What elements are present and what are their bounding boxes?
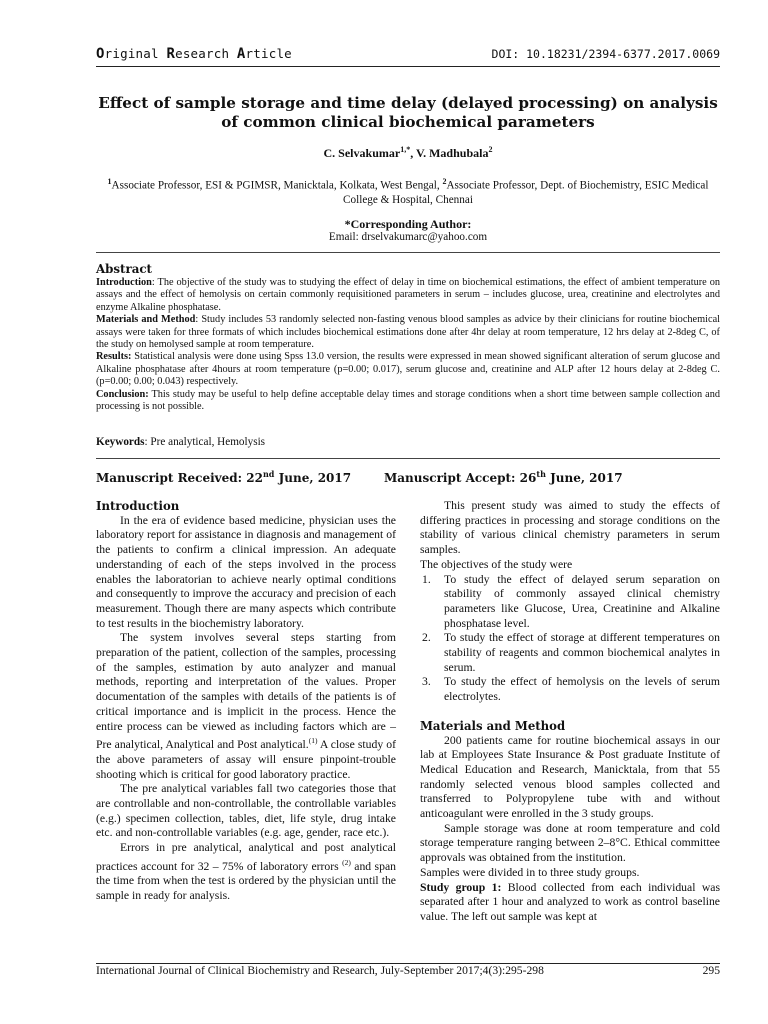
- abstract-results: [96, 351, 720, 388]
- affiliations: [96, 175, 720, 207]
- keywords: [96, 436, 265, 448]
- section-cap-3: A: [236, 46, 246, 62]
- affil-sup-2: 2: [442, 177, 447, 186]
- objectives-intro: The objectives of the study were: [420, 557, 573, 571]
- objective-text: To study the effect of storage at different temperatures on stability of reagents and common biochemical analytes in serum.: [444, 631, 720, 674]
- objectives-list: [420, 573, 720, 705]
- intro-paragraph-1: In the era of evidence based medicine, physician uses the laboratory report for assistance in diagnosis and management of the patients to confirm a clinical impression. An adequate understanding of each of the steps involved in the process enables the laboratorian to achieve nearly optimal conditions and consequently to improve the accuracy and precision of each measurement. Though there are many aspects which contribute to test results in the biochemistry laboratory.: [96, 513, 396, 630]
- abstract-methods: [96, 314, 720, 351]
- section-cap-2: R: [166, 46, 176, 62]
- abstract-results-text: Statistical analysis were done using Spss 13.0 version, the results were expressed in mean showed significant alteration of serum glucose and Alkaline phosphatase after 4hours at room temperature (p=0.00; 0.017), serum glucose and, creatinine and ALP after 12 hours delay at 2-8deg C. (p=0.00; 0.00; 0.043) respectively.: [96, 351, 720, 388]
- objective-num: 3.: [422, 675, 431, 689]
- objective-text: To study the effect of delayed serum separation on stability of commonly assayed clinical chemistry parameters like Glucose, Urea, Creatinine and Alkaline phosphatase level.: [444, 572, 720, 630]
- accept-sup: th: [536, 469, 546, 479]
- objective-item: [420, 573, 720, 632]
- affil-2: Associate Professor, Dept. of Biochemistry, ESIC Medical College & Hospital, Chennai: [343, 179, 709, 206]
- received-label: Manuscript Received: 22: [96, 471, 263, 485]
- objective-num: 1.: [422, 572, 431, 586]
- abstract-methods-label: Materials and Method: [96, 314, 196, 326]
- corresponding-author-label: *Corresponding Author:: [344, 217, 472, 231]
- intro-paragraph-4: [96, 841, 396, 904]
- study-group-1-label: Study group 1:: [420, 880, 502, 894]
- abstract-intro: [96, 277, 720, 314]
- abstract-divider: [96, 252, 720, 253]
- page-footer: [96, 963, 720, 977]
- received-sup: nd: [262, 469, 275, 479]
- footer-journal: International Journal of Clinical Biochemistry and Research, July-September 2017;4(3):295-298: [96, 964, 544, 977]
- keywords-divider: [96, 458, 720, 459]
- intro-p4-a: Errors in pre analytical, analytical and post analytical practices account for 32 – 75% of laboratory errors: [96, 841, 396, 873]
- abstract-intro-label: Introduction: [96, 277, 152, 288]
- header-divider: [96, 66, 720, 67]
- methods-paragraph-1: 200 patients came for routine biochemical assays in our lab at Employees State Insurance & Post graduate Institute of Medical Education and Research, Manicktala, from that 55 randomly selected venous blood samples collected and transferred to Polypropylene tube with and without anticoagulant were enrolled in the 3 study groups.: [420, 733, 720, 821]
- received-rest: June, 2017: [274, 471, 352, 485]
- abstract-results-label: Results:: [96, 351, 132, 363]
- abstract-conclusion: [96, 389, 720, 414]
- accept-label: Manuscript Accept: 26: [384, 471, 537, 485]
- section-rest-3: rticle: [245, 46, 292, 61]
- spacer: [420, 705, 720, 719]
- authors: [96, 145, 720, 161]
- section-rest-2: esearch: [175, 46, 237, 61]
- right-column: [420, 499, 720, 925]
- abstract-body: [96, 277, 720, 413]
- study-group-1: [420, 881, 720, 925]
- study-group-1-text: Blood collected from each individual was separated after 1 hour and analyzed to work as control baseline value. The left out sample was kept at: [420, 880, 721, 923]
- page-number: 295: [702, 964, 720, 977]
- section-cap-1: O: [96, 46, 105, 62]
- intro-paragraph-2: [96, 631, 396, 782]
- author-1-sup: 1,*: [400, 145, 411, 154]
- methods-heading: Materials and Method: [420, 718, 566, 733]
- affil-sup-1: 1: [107, 177, 112, 186]
- keywords-label: Keywords: [96, 436, 145, 448]
- intro-p4-b: and span the time from when the test is ordered by the physician until the sample in ready for analysis.: [96, 859, 396, 903]
- left-column: [96, 499, 396, 904]
- objective-num: 2.: [422, 631, 431, 645]
- author-1: C. Selvakumar: [323, 146, 401, 160]
- manuscript-accept: [384, 469, 623, 485]
- abstract-conclusion-text: This study may be useful to help define acceptable delay times and storage conditions when a short time between sample collection and processing is not possible.: [96, 388, 720, 413]
- paper-title: Effect of sample storage and time delay (delayed processing) on analysis of common clinical biochemical parameters: [98, 94, 718, 131]
- methods-paragraph-2: Sample storage was done at room temperature and cold storage temperature ranging between 2–8°C. Ethical committee approvals was obtained from the institution.: [420, 821, 720, 865]
- abstract-intro-text: : The objective of the study was to studying the effect of delay in time on biochemical estimations, the effect of ambient temperature on assays and the effect of hemolysis on certain commonly requisitioned parameters in serum – includes glucose, urea, creatinine and electrolytes and enzyme Alkaline phosphatase.: [96, 277, 720, 313]
- running-header: [96, 44, 720, 64]
- author-2: V. Madhubala: [415, 146, 489, 160]
- introduction-heading: Introduction: [96, 499, 180, 513]
- objective-text: To study the effect of hemolysis on the levels of serum electrolytes.: [444, 675, 720, 704]
- objective-item: [420, 631, 720, 675]
- intro-paragraph-3: The pre analytical variables fall two categories those that are controllable and non-controllable, the controllable variables (e.g.) specimen collection, tables, diet, life style, drug intake etc. and non-controllable variables (e.g. age, gender, race etc.).: [96, 782, 396, 840]
- author-separator: ,: [410, 146, 416, 160]
- citation-1[interactable]: (1): [308, 736, 318, 746]
- abstract-conclusion-label: Conclusion:: [96, 388, 149, 400]
- section-rest-1: riginal: [104, 46, 167, 61]
- abstract-heading: Abstract: [96, 262, 152, 276]
- intro-p2-b: A close study of the above parameters of assay will ensure pinpoint-trouble shooting which is critical for good laboratory practice.: [96, 738, 397, 781]
- keywords-text: : Pre analytical, Hemolysis: [144, 436, 266, 448]
- manuscript-received: [96, 469, 351, 485]
- author-2-sup: 2: [488, 145, 493, 154]
- intro-p2-a: The system involves several steps starting from preparation of the patient, collection of the samples, processing of the samples, estimation by auto analyzer and manual methods, reporting and interpretation of the values. Proper documentation of the samples with details of the patients is of critical importance and is implicit in the process. Hence the entire process can be viewed as including factors which are – Pre analytical, Analytical and Post analytical.: [96, 631, 396, 752]
- corresponding-email[interactable]: Email: drselvakumarc@yahoo.com: [328, 231, 488, 243]
- affil-1: Associate Professor, ESI & PGIMSR, Manicktala, Kolkata, West Bengal,: [111, 179, 443, 192]
- accept-rest: June, 2017: [545, 471, 623, 485]
- objective-item: [420, 675, 720, 704]
- journal-section: [96, 46, 292, 62]
- methods-paragraph-3: Samples were divided in to three study groups.: [420, 865, 640, 879]
- citation-2[interactable]: (2): [342, 857, 351, 867]
- abstract-methods-text: : Study includes 53 randomly selected non-fasting venous blood samples as advice by their clinicians for routine biochemical assays were taken for three formats of which includes biochemical estimations done after 4hr delay at room temperature, 12 hrs delay at 2-8deg C, of the study on hemolysed sample at room temperature.: [96, 314, 720, 351]
- aim-paragraph: This present study was aimed to study the effects of differing practices in processing and storage conditions on the stability of various clinical chemistry parameters in serum samples.: [420, 499, 720, 557]
- doi[interactable]: DOI: 10.18231/2394-6377.2017.0069: [491, 47, 720, 61]
